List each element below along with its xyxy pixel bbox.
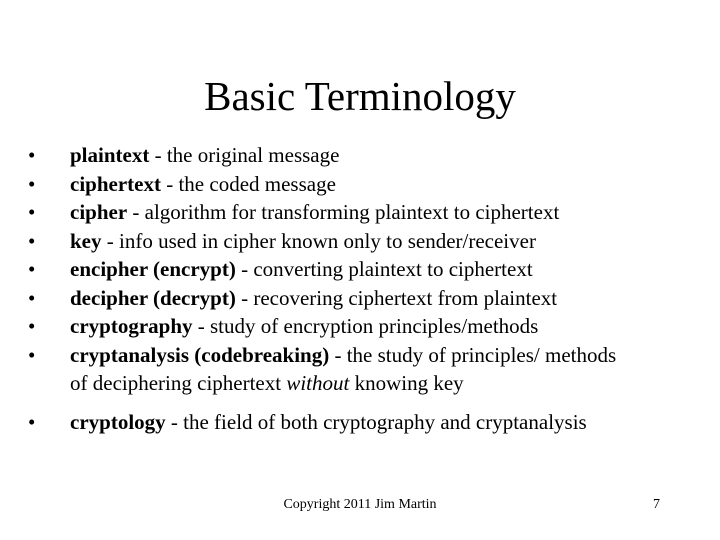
bullet-icon: • [28, 228, 36, 253]
term-label: cipher [70, 200, 128, 224]
bullet-icon: • [28, 171, 36, 196]
term-label: cryptography [70, 314, 193, 338]
list-item-encipher [28, 255, 708, 284]
bullet-icon: • [28, 200, 36, 224]
term-description: - algorithm for transforming plaintext to ciphertext [127, 200, 560, 224]
list-item-plaintext [28, 141, 708, 170]
term-label: key [70, 228, 102, 253]
bullet-icon: • [28, 143, 36, 167]
term-description: - the field of both cryptography and cryptanalysis [165, 409, 587, 434]
list-item-decipher [28, 284, 708, 313]
list-item-ciphertext [28, 170, 708, 199]
list-item-cryptanalysis [28, 341, 630, 398]
term-label: decipher (decrypt) [70, 285, 236, 310]
list-item-cryptology [28, 408, 708, 437]
bullet-icon: • [28, 257, 36, 281]
footer-copyright: Copyright 2011 Jim Martin [283, 497, 437, 512]
terminology-list [28, 141, 708, 436]
term-description: - study of encryption principles/methods [192, 314, 539, 338]
page-number: 7 [653, 497, 660, 512]
term-description: - the study of principles/ methods of deciphering ciphertext [70, 342, 617, 395]
slide-title: Basic Terminology [204, 73, 516, 119]
term-label: plaintext [70, 143, 150, 167]
emphasis-text: without [286, 371, 350, 395]
term-label: cryptanalysis (codebreaking) [70, 342, 330, 367]
term-description: - the coded message [160, 171, 336, 196]
bullet-icon: • [28, 409, 36, 434]
term-description: - converting plaintext to ciphertext [235, 257, 533, 281]
list-item-cipher [28, 198, 708, 227]
term-description: - recovering ciphertext from plaintext [235, 285, 558, 310]
term-label: ciphertext [70, 171, 161, 196]
bullet-icon: • [28, 285, 36, 310]
bullet-icon: • [28, 314, 36, 338]
list-item-key [28, 227, 708, 256]
list-item-cryptography [28, 312, 708, 341]
term-description: - info used in cipher known only to sender/receiver [101, 228, 536, 253]
term-label: cryptology [70, 409, 166, 434]
term-label: encipher (encrypt) [70, 257, 236, 281]
term-description-end: knowing key [349, 371, 464, 395]
term-description: - the original message [149, 143, 340, 167]
bullet-icon: • [28, 342, 36, 367]
